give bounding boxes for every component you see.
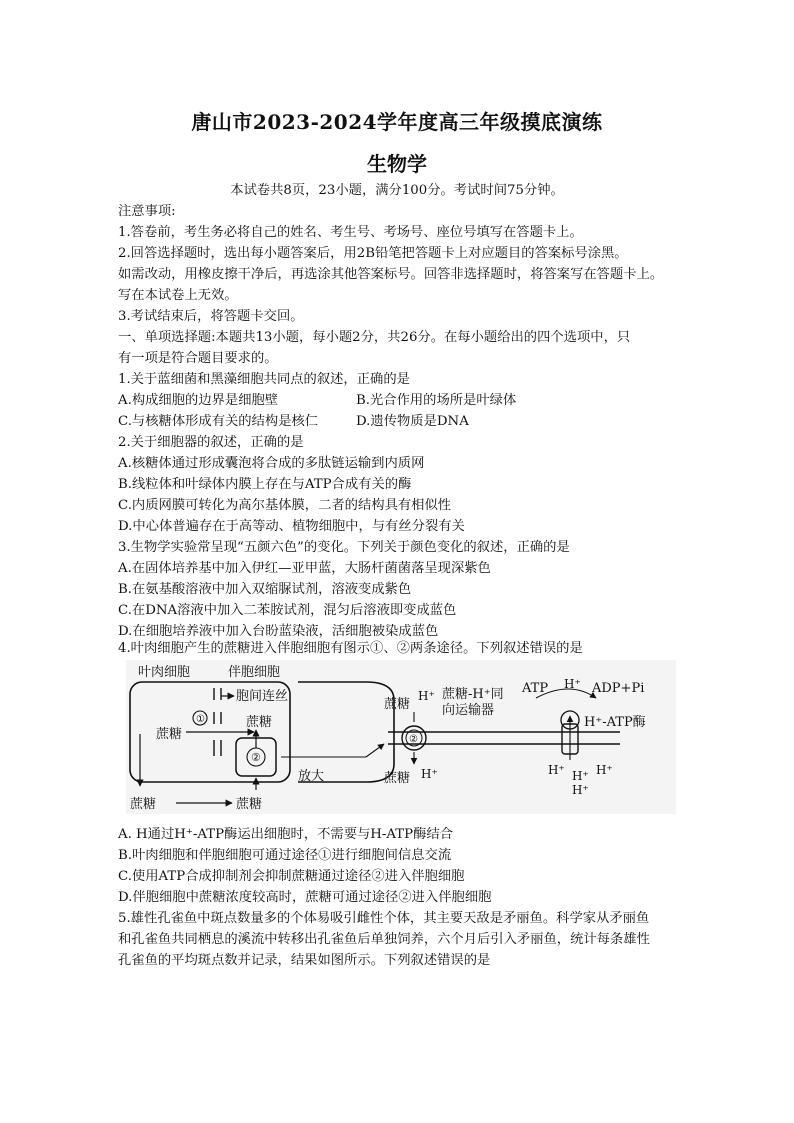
q4-option-c: C.使用ATP合成抑制剂会抑制蔗糖通过途径②进入伴胞细胞: [118, 869, 465, 884]
notice-item: 3.考试结束后，将答题卡交回。: [118, 309, 304, 324]
q4-figure: [126, 660, 676, 814]
q4-option-a: A. H通过H⁺-ATP酶运出细胞时，不需要与H-ATP酶结合: [118, 827, 453, 842]
adp-pi-label: ADP+Pi: [592, 681, 645, 696]
sucrose-label: 蔗糖: [384, 771, 411, 786]
question-3-stem: 3.生物学实验常呈现“五颜六色”的变化。下列关于颜色变化的叙述，正确的是: [118, 540, 570, 555]
q1-option-a: A.构成细胞的边界是细胞壁: [118, 393, 279, 408]
question-1-stem: 1.关于蓝细菌和黑藻细胞共同点的叙述，正确的是: [118, 372, 410, 387]
question-2-stem: 2.关于细胞器的叙述，正确的是: [118, 435, 304, 450]
companion-cell-outline: [298, 682, 394, 782]
atp-label: ATP: [522, 681, 549, 696]
sucrose-label: 蔗糖: [156, 727, 183, 742]
q2-option-a: A.核糖体通过形成囊泡将合成的多肽链运输到内质网: [118, 456, 425, 471]
cotransporter-label-1: 蔗糖-H⁺同: [442, 687, 504, 702]
section-heading-cont: 有一项是符合题目要求的。: [118, 351, 278, 366]
q3-option-a: A.在固体培养基中加入伊红—亚甲蓝，大肠杆菌菌落呈现深紫色: [118, 561, 491, 576]
q4-option-b: B.叶肉细胞和伴胞细胞可通过途径①进行细胞间信息交流: [118, 848, 452, 863]
question-5-stem: 5.雄性孔雀鱼中斑点数量多的个体易吸引雌性个体，其主要天敌是矛丽鱼。科学家从矛丽鱼: [118, 911, 650, 926]
path1-label: ①: [196, 714, 205, 725]
hplus-label: H⁺: [572, 769, 589, 783]
section-heading: 一、单项选择题:本题共13小题，每小题2分，共26分。在每小题给出的四个选项中，只: [118, 330, 631, 345]
hplus-label: H⁺: [564, 677, 581, 691]
mesophyll-label: 叶肉细胞: [138, 665, 191, 680]
exam-subject: 生物学: [367, 152, 427, 176]
cotransporter-label-2: 向运输器: [442, 703, 495, 718]
q3-option-b: B.在氨基酸溶液中加入双缩脲试剂，溶液变成紫色: [118, 582, 412, 597]
companion-label: 伴胞细胞: [228, 665, 281, 680]
q1-option-b: B.光合作用的场所是叶绿体: [356, 393, 517, 408]
sucrose-label: 蔗糖: [384, 697, 411, 712]
question-5-stem-cont: 和孔雀鱼共同栖息的溪流中转移出孔雀鱼后单独饲养，六个月后引入矛丽鱼，统计每条雄性: [118, 932, 650, 947]
sucrose-transport-diagram: [126, 660, 676, 814]
question-4-stem: 4.叶肉细胞产生的蔗糖进入伴胞细胞有图示①、②两条途径。下列叙述错误的是: [118, 641, 583, 656]
q2-option-d: D.中心体普遍存在于高等动、植物细胞中，与有丝分裂有关: [118, 519, 465, 534]
notice-item: 2.回答选择题时，选出每小题答案后，用2B铅笔把答题卡上对应题目的答案标号涂黑。: [118, 246, 628, 261]
hplus-label: H⁺: [418, 689, 435, 703]
q3-option-c: C.在DNA溶液中加入二苯胺试剂，混匀后溶液即变成蓝色: [118, 603, 457, 618]
hplus-label: H⁺: [572, 783, 589, 797]
hplus-label: H⁺: [596, 763, 613, 777]
atpase-label: H⁺-ATP酶: [584, 715, 646, 730]
path2-label: ②: [409, 734, 418, 745]
exam-info: 本试卷共8页，23小题，满分100分。考试时间75分钟。: [230, 183, 564, 198]
sucrose-label: 蔗糖: [130, 797, 157, 812]
magnify-arrow: [366, 744, 384, 757]
q1-option-d: D.遗传物质是DNA: [356, 414, 469, 429]
q2-option-b: B.线粒体和叶绿体内膜上存在与ATP合成有关的酶: [118, 477, 412, 492]
sucrose-label: 蔗糖: [246, 715, 273, 730]
exam-title: 唐山市2023-2024学年度高三年级摸底演练: [191, 110, 603, 134]
q4-option-d: D.伴胞细胞中蔗糖浓度较高时，蔗糖可通过途径②进入伴胞细胞: [118, 890, 492, 905]
plasmodesmata-label: 胞间连丝: [236, 689, 289, 704]
question-5-stem-cont: 孔雀鱼的平均斑点数并记录，结果如图所示。下列叙述错误的是: [118, 953, 491, 968]
q2-option-c: C.内质网膜可转化为高尔基体膜，二者的结构具有相似性: [118, 498, 452, 513]
hplus-label: H⁺: [421, 767, 438, 781]
sucrose-label: 蔗糖: [236, 797, 263, 812]
hplus-label: H⁺: [548, 763, 565, 777]
q3-option-d: D.在细胞培养液中加入台盼蓝染液，活细胞被染成蓝色: [118, 624, 439, 639]
q1-option-c: C.与核糖体形成有关的结构是核仁: [118, 414, 319, 429]
notice-item: 1.答卷前，考生务必将自己的姓名、考生号、考场号、座位号填写在答题卡上。: [118, 225, 583, 240]
magnify-label: 放大: [298, 769, 325, 784]
notice-item: 写在本试卷上无效。: [118, 288, 238, 303]
notice-heading: 注意事项:: [118, 204, 176, 219]
notice-item: 如需改动，用橡皮擦干净后，再选涂其他答案标号。回答非选择题时，将答案写在答题卡上。: [118, 267, 664, 282]
path2-label: ②: [251, 751, 261, 764]
